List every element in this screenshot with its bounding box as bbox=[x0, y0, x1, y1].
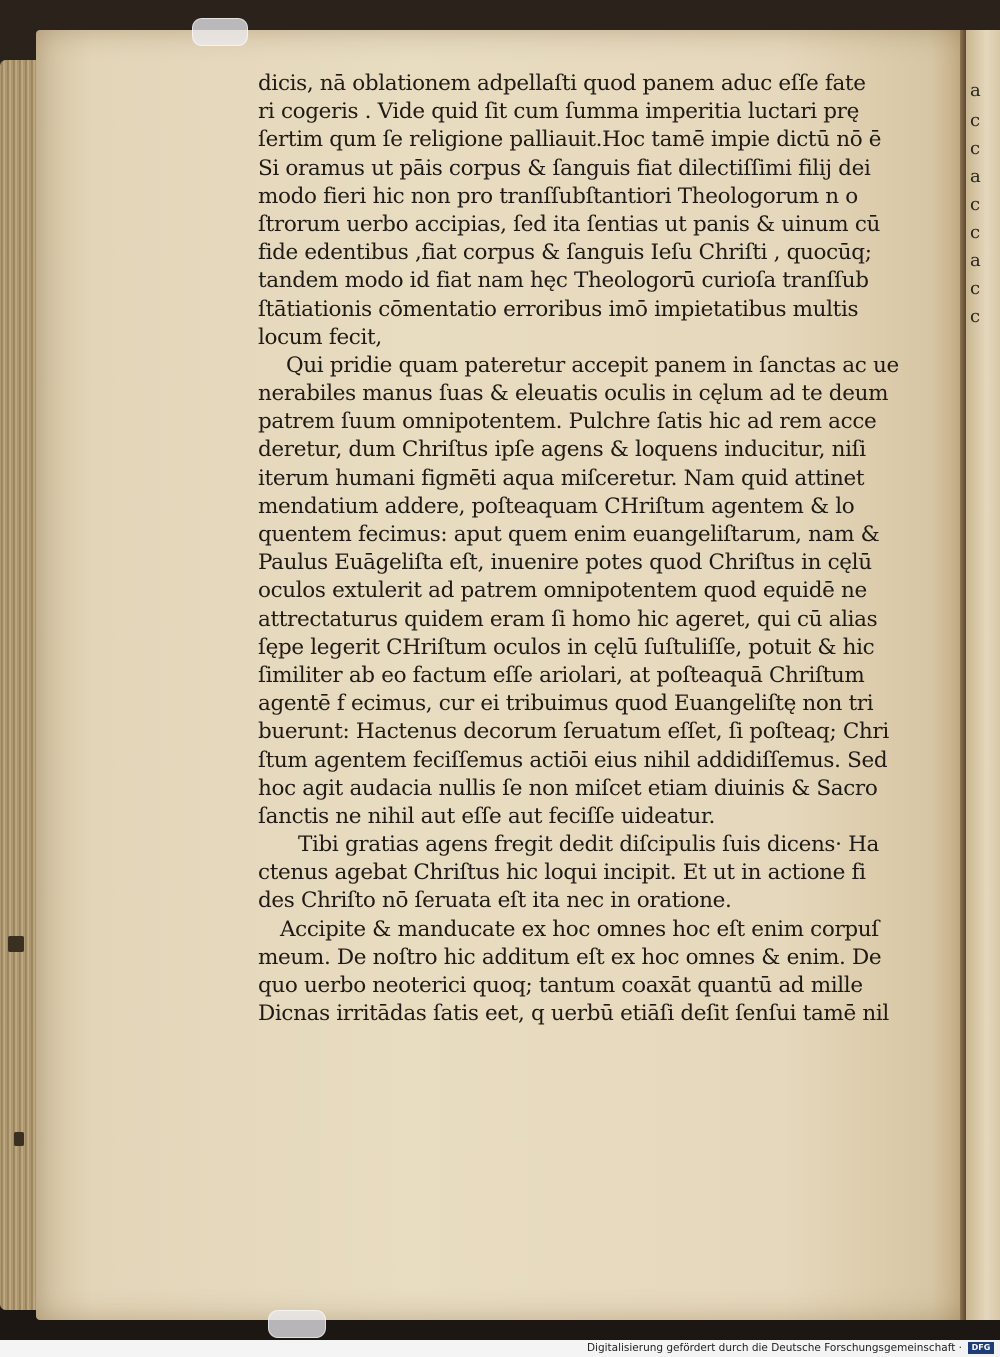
text-line: ſtātiationis cōmentatio erroribus imō impietatibus multis bbox=[258, 296, 859, 322]
edge-letter: c bbox=[970, 222, 981, 243]
book-page-edges bbox=[0, 60, 40, 1310]
edge-letter: c bbox=[970, 138, 981, 159]
edge-letter: c bbox=[970, 110, 981, 131]
text-line: ctenus agebat Chriſtus hic loqui incipit. Et ut in actione fi bbox=[258, 860, 866, 886]
text-line: Paulus Euāgeliſta eſt, inuenire potes quod Chriſtus in cęlū bbox=[258, 550, 872, 576]
text-line: agentē f ecimus, cur ei tribuimus quod Euangeliſtę non tri bbox=[258, 691, 874, 717]
text-line: Tibi gratias agens fregit dedit diſcipulis ſuis dicens· Ha bbox=[298, 832, 879, 858]
edge-letter: a bbox=[970, 166, 981, 187]
text-line: modo fieri hic non pro tranſſubſtantiori Theologorum n o bbox=[258, 183, 858, 209]
text-line: ſertim qum ſe religione palliauit.Hoc tamē impie dictū nō ē bbox=[258, 127, 882, 153]
tab-marker bbox=[8, 936, 24, 952]
page-text bbox=[258, 70, 898, 1028]
text-line: buerunt: Hactenus decorum ſeruatum eſſet, ſi poſteaq; Chri bbox=[258, 719, 889, 745]
text-line: ſimiliter ab eo factum eſſe ariolari, at poſteaquā Chriſtum bbox=[258, 662, 865, 688]
text-line: des Chriſto nō ſeruata eſt ita nec in oratione. bbox=[258, 888, 732, 914]
text-line: tandem modo id fiat nam hęc Theologorū curioſa tranſſub bbox=[258, 268, 869, 294]
page-clip-bottom bbox=[268, 1310, 326, 1338]
text-line: Qui pridie quam pateretur accepit panem in ſanctas ac ue bbox=[286, 352, 899, 378]
text-line: nerabiles manus ſuas & eleuatis oculis in cęlum ad te deum bbox=[258, 381, 889, 407]
text-line: hoc agit audacia nullis ſe non miſcet etiam diuinis & Sacro bbox=[258, 775, 878, 801]
text-line: patrem ſuum omnipotentem. Pulchre ſatis hic ad rem acce bbox=[258, 409, 877, 435]
text-line: fide edentibus ,fiat corpus & ſanguis Ieſu Chriſti , quocūq; bbox=[258, 240, 872, 266]
edge-letter: c bbox=[970, 278, 981, 299]
text-line: quo uerbo neoterici quoq; tantum coaxāt quantū ad mille bbox=[258, 973, 863, 998]
text-line: Accipite & manducate ex hoc omnes hoc eſt enim corpuſ bbox=[280, 916, 879, 942]
text-line: ſtum agentem feciſſemus actiōi eius nihil addidiſſemus. Sed bbox=[258, 747, 888, 773]
text-line: iterum humani figmēti aqua miſceretur. Nam quid attinet bbox=[258, 465, 865, 491]
text-line: Si oramus ut pāis corpus & ſanguis fiat dilectiſſimi filij dei bbox=[258, 155, 871, 181]
edge-letter: a bbox=[970, 80, 981, 101]
text-line: Dicnas irritādas ſatis eet, q uerbū etiāſi deſit ſenſui tamē nil bbox=[258, 1001, 889, 1027]
text-line: ri cogeris . Vide quid ſit cum ſumma imperitia luctari prę bbox=[258, 99, 859, 125]
tab-marker bbox=[14, 1132, 24, 1146]
text-line: attrectaturus quidem eram ſi homo hic ageret, qui cū alias bbox=[258, 606, 878, 632]
text-line: ſępe legerit CHriſtum oculos in cęlū ſuſtuliſſe, potuit & hic bbox=[258, 634, 875, 660]
edge-letter: c bbox=[970, 194, 981, 215]
text-line: dicis, nā oblationem adpellaſti quod panem aduc eſſe fate bbox=[258, 71, 866, 96]
text-line: mendatium addere, poſteaquam CHriſtum agentem & lo bbox=[258, 493, 855, 519]
digitization-footer bbox=[0, 1340, 1000, 1357]
text-line: locum fecit, bbox=[258, 324, 382, 350]
text-line: deretur, dum Chriſtus ipſe agens & loquens inducitur, niſi bbox=[258, 437, 866, 463]
footer-text: Digitalisierung gefördert durch die Deutsche Forschungsgemeinschaft · bbox=[586, 1342, 962, 1354]
page-clip-top bbox=[192, 18, 248, 46]
text-line: ſanctis ne nihil aut eſſe aut feciſſe uideatur. bbox=[258, 803, 715, 829]
text-line: ſtrorum uerbo accipias, ſed ita ſentias ut panis & uinum cū bbox=[258, 211, 881, 237]
dfg-logo: DFG bbox=[968, 1342, 994, 1354]
text-line: meum. De noſtro hic additum eſt ex hoc omnes & enim. De bbox=[258, 944, 882, 970]
edge-letter: c bbox=[970, 306, 981, 327]
next-page-edge bbox=[966, 30, 1000, 1320]
text-line: oculos extulerit ad patrem omnipotentem quod equidē ne bbox=[258, 578, 867, 604]
edge-letter: a bbox=[970, 250, 981, 271]
text-line: quentem fecimus: aput quem enim euangeliſtarum, nam & bbox=[258, 522, 880, 547]
